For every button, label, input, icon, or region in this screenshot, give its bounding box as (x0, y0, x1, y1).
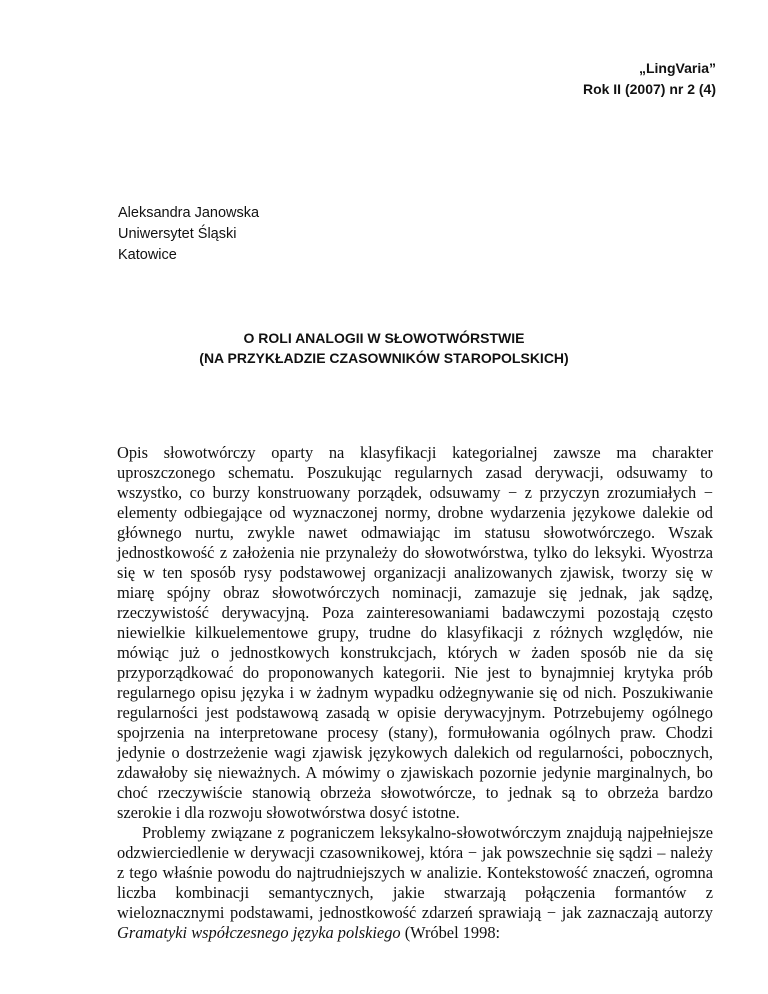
book-title-italic: Gramatyki współczesnego języka polskiego (117, 923, 401, 942)
title-line-1: O ROLI ANALOGII W SŁOWOTWÓRSTWIE (243, 330, 525, 346)
author-block (118, 203, 259, 266)
author-city: Katowice (118, 247, 177, 263)
journal-header (583, 58, 716, 100)
journal-name: „LingVaria” (638, 60, 716, 76)
title-line-2: (NA PRZYKŁADZIE CZASOWNIKÓW STAROPOLSKICH) (199, 350, 569, 366)
journal-issue: Rok II (2007) nr 2 (4) (582, 81, 716, 97)
paragraph-1: Opis słowotwórczy oparty na klasyfikacji kategorialnej zawsze ma charakter uproszczonego schematu. Poszukując regularnych zasad derywacji, odsuwamy to wszystko, co burzy konstruowany porządek, odsuwamy − z przyczyn zrozumiałych − elementy odbiegające od wyznaczonej normy, drobne wydarzenia językowe dalekie od głównego nurtu, zwykle nawet odmawiając im statusu słowotwórczego. Wszak jednostkowość z założenia nie przynależy do słowotwórstwa, tylko do leksyki. Wyostrza się w ten sposób rysy podstawowej organizacji analizowanych zjawisk, tworzy się w miarę spójny obraz słowotwórczych nominacji, zamazuje się jednak, jak sądzę, rzeczywistość derywacyjną. Poza zainteresowaniami badawczymi pozostają często niewielkie kilkuelementowe grupy, trudne do klasyfikacji z różnych względów, nie mówiąc już o jednostkowych konstrukcjach, których w żaden sposób nie da się przyporządkować do proponowanych kategorii. Nie jest to bynajmniej krytyka prób regularnego opisu języka i w żadnym wypadku odżegnywanie się od nich. Poszukiwanie regularności jest podstawową zasadą w opisie derywacyjnym. Potrzebujemy ogólnego spojrzenia na interpretowane procesy (stany), formułowania ogólnych praw. Chodzi jedynie o dostrzeżenie wagi zjawisk językowych dalekich od regularności, pobocznych, zdawałoby się nieważnych. A mówimy o zjawiskach pozornie jedynie marginalnych, bo choć rzeczywiście stanowią obrzeża słowotwórcze, to jednak są to obrzeża bardzo szerokie i dla rozwoju słowotwórstwa dosyć istotne. (117, 443, 713, 822)
paragraph-2-start: Problemy związane z pograniczem leksykalno-słowotwórczym znajdują najpełniejsze odzwierciedlenie w derywacji czasownikowej, która − jak powszechnie się sądzi – należy z tego właśnie powodu do najtrudniejszych w analizie. Kontekstowość znaczeń, ogromna liczba kombinacji semantycznych, jakie stwarzają połączenia formantów z wieloznacznymi podstawami, jednostkowość zdarzeń sprawiają − jak zaznaczają autorzy (117, 823, 713, 922)
author-name: Aleksandra Janowska (118, 205, 260, 221)
article-body (117, 443, 713, 943)
paragraph-2 (117, 823, 713, 943)
article-title (0, 328, 768, 368)
paragraph-2-end: (Wróbel 1998: (400, 923, 501, 942)
author-affiliation: Uniwersytet Śląski (118, 226, 237, 242)
